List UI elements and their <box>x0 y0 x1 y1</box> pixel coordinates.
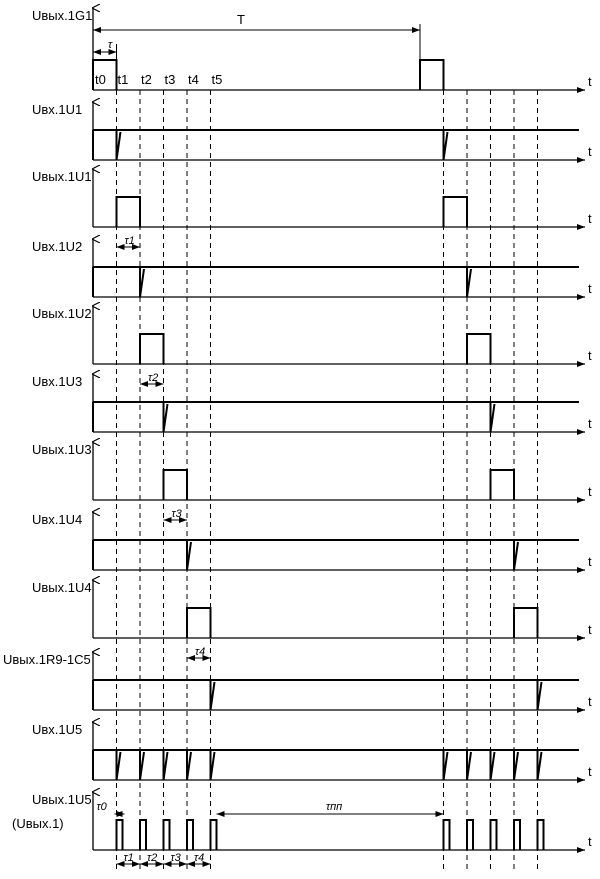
narrow-pulse <box>164 820 170 850</box>
time-axis-label: t <box>588 764 592 779</box>
falling-edge <box>187 540 191 570</box>
signal-label: Uвых.1U3 <box>32 442 92 457</box>
falling-edge <box>164 402 168 432</box>
time-axis-label: t <box>588 348 592 363</box>
pulse <box>164 470 188 500</box>
time-axis-label: t <box>588 281 592 296</box>
signal-label: Uвх.1U3 <box>32 374 83 389</box>
time-axis-label: t <box>588 144 592 159</box>
falling-edge <box>187 750 191 780</box>
falling-edge <box>117 130 121 160</box>
tau-label: τ3 <box>171 508 182 520</box>
falling-edge <box>467 750 471 780</box>
time-axis-label: t <box>588 416 592 431</box>
instant-label: t5 <box>211 72 223 87</box>
time-axis-label: t <box>588 74 592 89</box>
pulse <box>140 334 164 364</box>
pulse <box>467 334 491 364</box>
falling-edge <box>491 402 495 432</box>
falling-edge <box>211 750 215 780</box>
falling-edge <box>514 750 518 780</box>
time-axis-label: t <box>588 554 592 569</box>
falling-edge <box>514 540 518 570</box>
instant-label: t1 <box>117 72 129 87</box>
period-label: T <box>237 12 245 27</box>
pulse <box>491 470 515 500</box>
time-axis-label: t <box>588 622 592 637</box>
instant-label: t4 <box>188 72 199 87</box>
signal-rows <box>3 8 592 850</box>
bottom-tau-label: τ4 <box>194 852 205 864</box>
narrow-pulse <box>538 820 544 850</box>
falling-edge <box>117 750 121 780</box>
falling-edge <box>467 267 471 297</box>
signal-label: Uвых.1R9-1C5 <box>3 652 91 667</box>
narrow-pulse <box>117 820 123 850</box>
pulse <box>444 197 468 227</box>
tau-label: τ1 <box>124 235 135 247</box>
pulse <box>187 608 211 638</box>
falling-edge <box>211 680 215 710</box>
pulse <box>117 197 141 227</box>
signal-label: Uвых.1G1 <box>32 8 93 23</box>
signal-label: Uвх.1U1 <box>32 102 83 117</box>
annotations <box>93 12 444 864</box>
signal-label: Uвх.1U4 <box>32 512 83 527</box>
pulse-width-label: τ <box>108 39 113 51</box>
signal-label: Uвх.1U2 <box>32 239 83 254</box>
falling-edge <box>140 750 144 780</box>
row-r9c5_out <box>3 652 592 710</box>
time-axis-label: t <box>588 834 592 849</box>
narrow-pulse <box>444 820 450 850</box>
tau-label: τ2 <box>148 372 159 384</box>
falling-edge <box>491 750 495 780</box>
narrow-pulse <box>514 820 520 850</box>
falling-edge <box>538 680 542 710</box>
falling-edge <box>444 130 448 160</box>
time-axis-label: t <box>588 484 592 499</box>
bottom-tau-label: τ3 <box>170 852 181 864</box>
instant-label: t2 <box>141 72 152 87</box>
row-u4_out <box>32 580 592 658</box>
falling-edge <box>140 267 144 297</box>
pulse <box>420 60 444 90</box>
falling-edge <box>164 750 168 780</box>
signal-label: Uвых.1U1 <box>32 169 92 184</box>
narrow-pulse <box>491 820 497 850</box>
signal-label: Uвых.1U4 <box>32 580 92 595</box>
pulse <box>514 608 538 638</box>
narrow-pulse <box>187 820 193 850</box>
signal-sublabel: (Uвых.1) <box>12 816 64 831</box>
signal-label: Uвх.1U5 <box>32 722 83 737</box>
pause-label: τпп <box>326 801 343 813</box>
signal-label: Uвых.1U2 <box>32 306 92 321</box>
narrow-pulse <box>467 820 473 850</box>
time-axis-label: t <box>588 211 592 226</box>
bottom-tau-label: τ2 <box>147 852 158 864</box>
time-axis-label: t <box>588 694 592 709</box>
instant-label: t3 <box>164 72 176 87</box>
bottom-tau-label: τ1 <box>123 852 134 864</box>
narrow-pulse <box>140 820 146 850</box>
falling-edge <box>444 750 448 780</box>
tau-label: τ4 <box>195 646 206 658</box>
narrow-pulse <box>211 820 217 850</box>
instant-label: t0 <box>95 72 106 87</box>
tau0-label: τ0 <box>96 801 107 813</box>
instant-guide-lines <box>117 90 538 870</box>
signal-label: Uвых.1U5 <box>32 792 92 807</box>
falling-edge <box>538 750 542 780</box>
